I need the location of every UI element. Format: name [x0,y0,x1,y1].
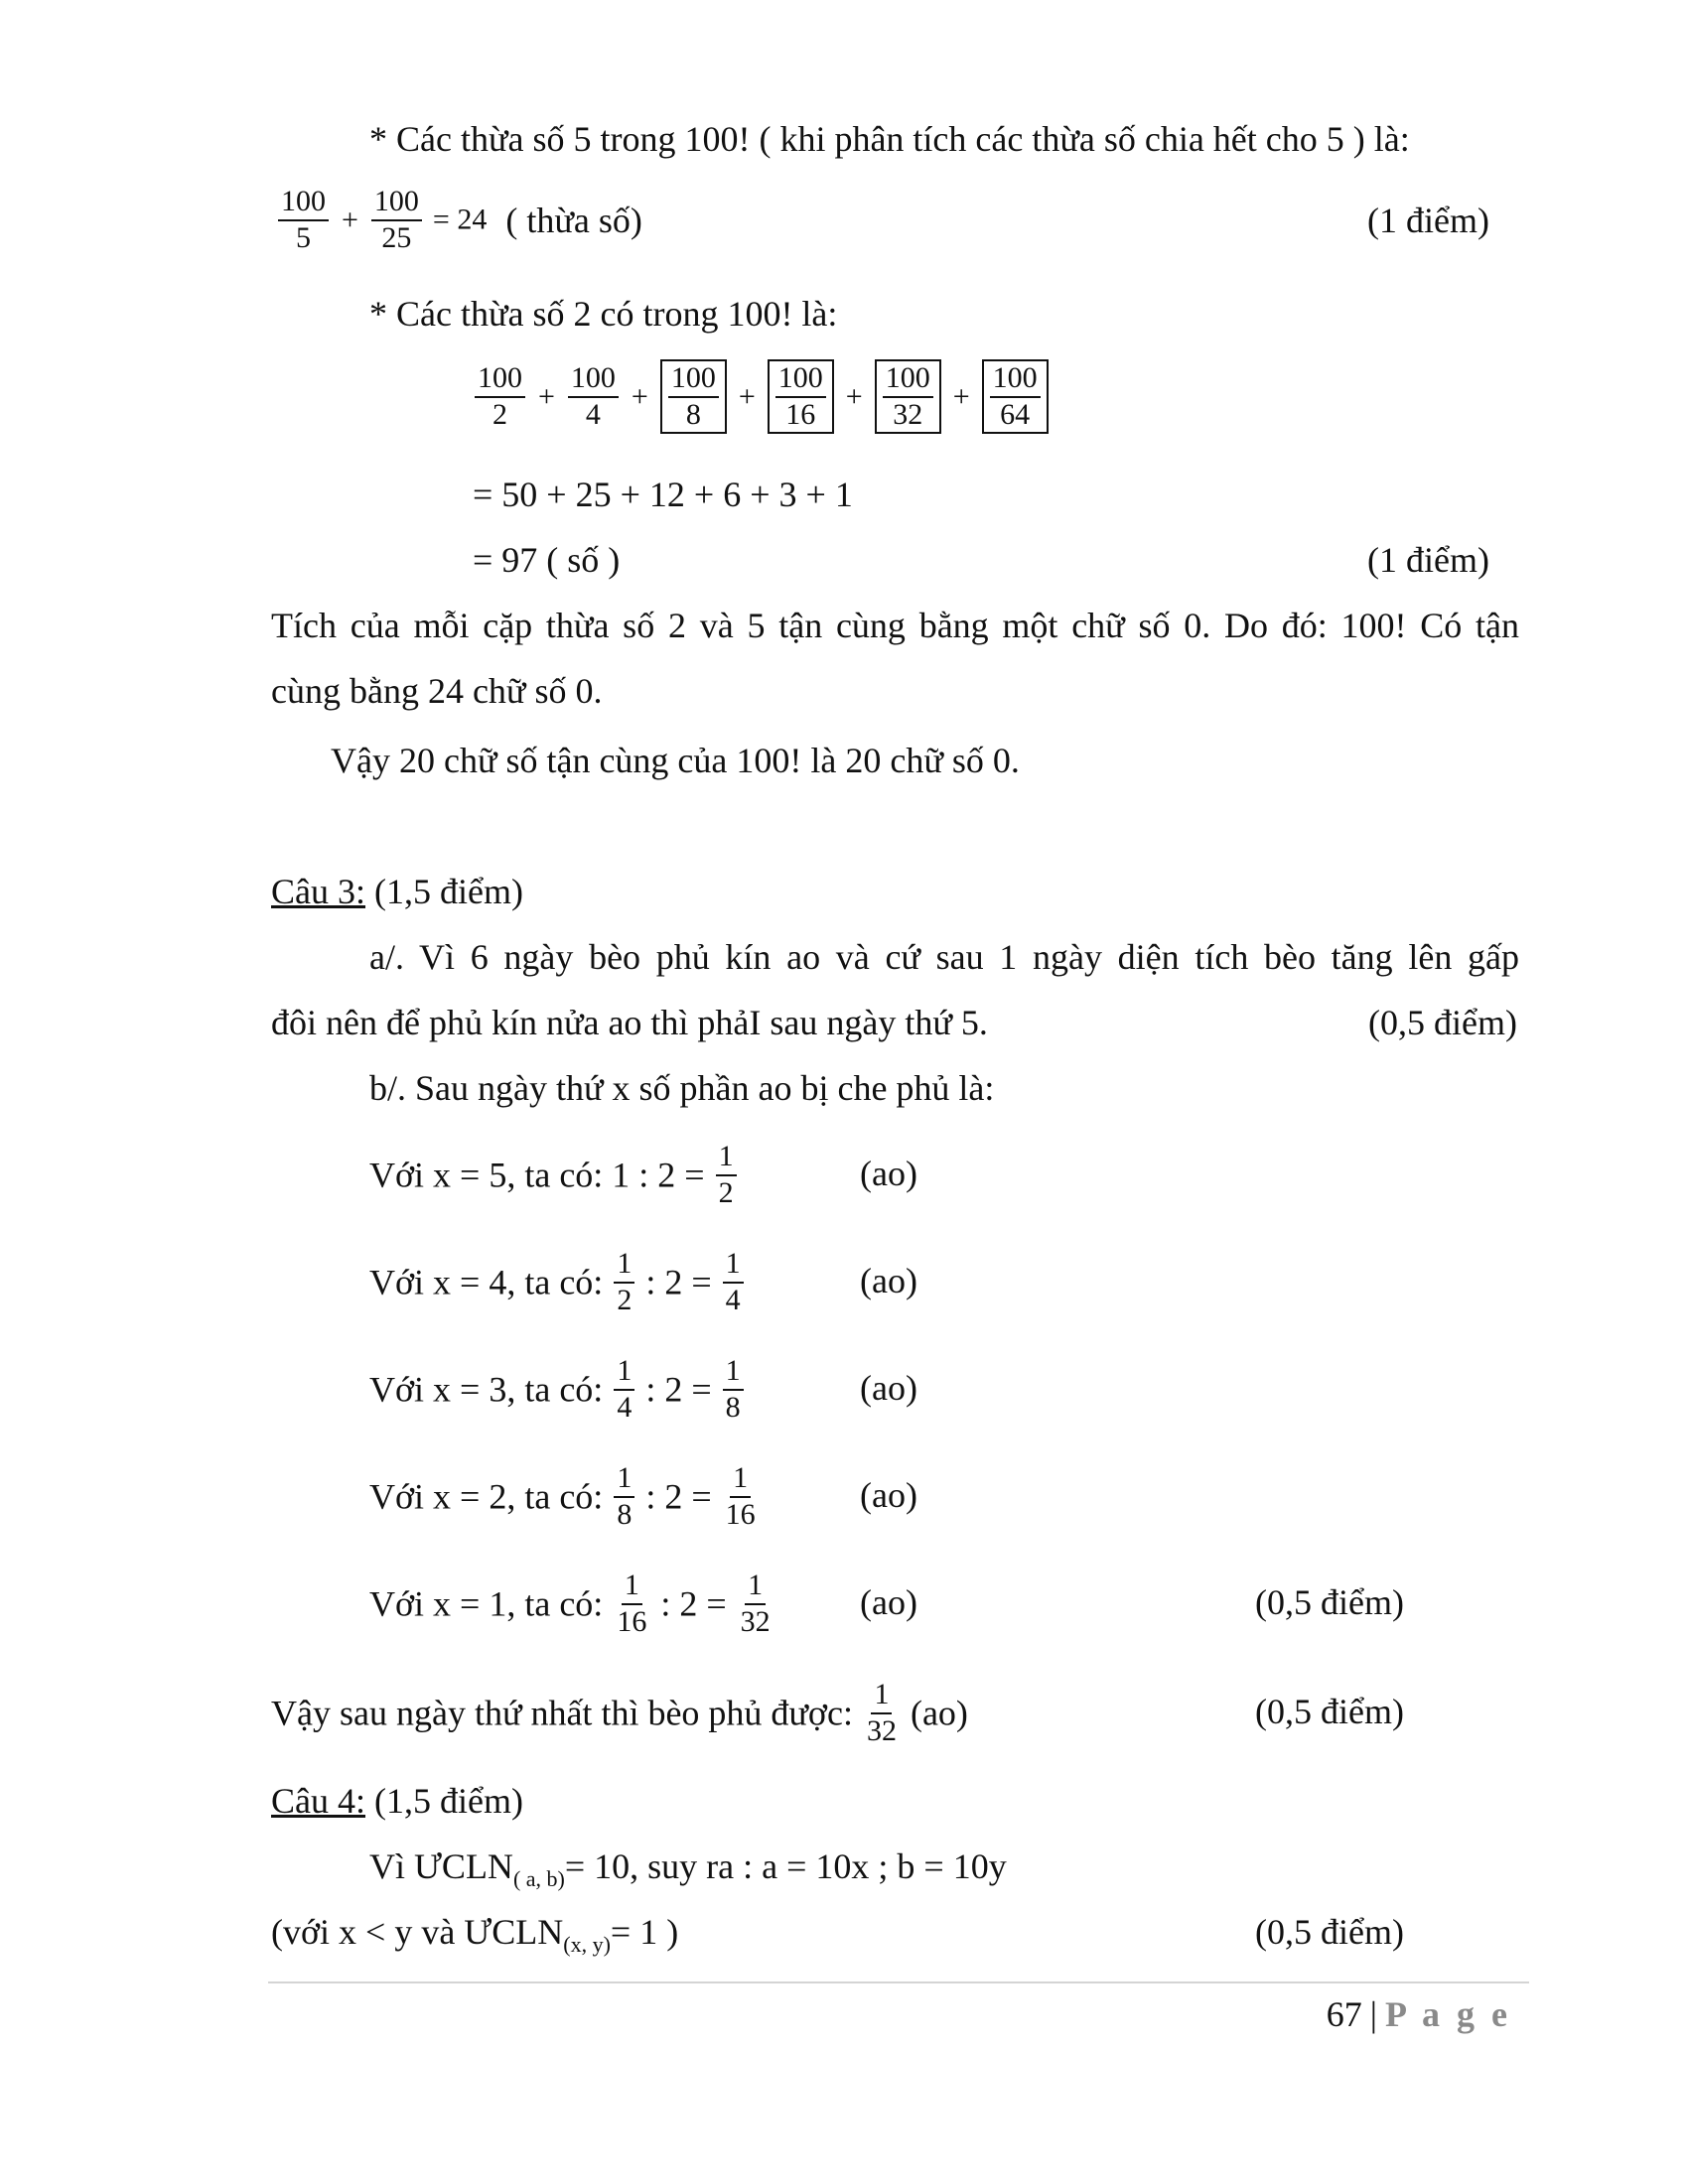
fraction: $\frac{100}{2}$ [475,361,525,432]
sum-line: = 50 + 25 + 12 + 6 + 3 + 1 [473,475,853,514]
score-label: (0,5 điểm) [1368,1003,1517,1042]
page-label: P a g e [1385,1994,1511,2034]
floor-bracket: 100 64 [982,359,1049,434]
para-conclusion-1: Tích của mỗi cặp thừa số 2 và 5 tận cùng bằng một chữ số 0. Do đó: 100! Có tận [271,606,1519,645]
unit-label: (ao) [860,1261,917,1300]
page-footer: 67 | P a g e [1326,1994,1511,2034]
question-3-heading: Câu 3: (1,5 điểm) [271,872,523,911]
fraction: $\frac{100}{5}$ [278,185,329,255]
fraction: $\frac{1}{16}$ [725,1461,756,1531]
floor-bracket: 100 32 [875,359,941,434]
question-title: Câu 3: [271,872,365,911]
score-label: (1 điểm) [1367,201,1489,240]
formula-factor2: $\frac{100}{2}$ + $\frac{100}{4}$ + 100 8 + 100 16 + 100 32 + 100 64 [473,359,1050,434]
score-label: (0,5 điểm) [1255,1692,1404,1731]
score-label: (1 điểm) [1367,540,1489,580]
fraction: $\frac{1}{4}$ [723,1247,744,1317]
para-4-2: (với x < y và $ƯCLN_{(x, y)}= 1$ ) [271,1912,679,1958]
fraction: $\frac{1}{8}$ [723,1354,744,1425]
unit-label: (ao) [860,1582,917,1622]
para-4-1: Vì $ƯCLN_{( a, b)}= 10$, suy ra : a = 10x ; b = 10y [369,1846,1007,1892]
question-4-heading: Câu 4: (1,5 điểm) [271,1781,523,1821]
fraction: $\frac{1}{4}$ [614,1354,634,1425]
fraction: $\frac{100}{4}$ [568,361,619,432]
floor-bracket: 100 8 [660,359,727,434]
unit-label: (ao) [860,1368,917,1408]
para-conclusion-2: cùng bằng 24 chữ số 0. [271,671,603,711]
question-title: Câu 4: [271,1781,365,1821]
case-row-x4: Với x = 4, ta có: $\frac{1}{2}$ : 2 = $\frac{1}{4}$ [369,1247,746,1317]
page-number: 67 [1326,1994,1362,2034]
para-3a-1: a/. Vì 6 ngày bèo phủ kín ao và cứ sau 1 ngày diện tích bèo tăng lên gấp [369,937,1519,977]
para-factor2: * Các thừa số 2 có trong 100! là: [369,294,838,334]
floor-bracket: 100 16 [768,359,834,434]
unit-label: (ao) [860,1475,917,1515]
unit-label: (ao) [860,1154,917,1193]
case-row-x3: Với x = 3, ta có: $\frac{1}{4}$ : 2 = $\frac{1}{8}$ [369,1354,746,1425]
fraction: $\frac{1}{2}$ [716,1140,737,1210]
case-row-x2: Với x = 2, ta có: $\frac{1}{8}$ : 2 = $\frac{1}{16}$ [369,1461,761,1532]
score-label: (0,5 điểm) [1255,1582,1404,1622]
para-factor5: * Các thừa số 5 trong 100! ( khi phân tích các thừa số chia hết cho 5 ) là: [369,119,1410,159]
para-3a-2: đôi nên để phủ kín nửa ao thì phảI sau ngày thứ 5. [271,1003,988,1042]
case-row-x1: Với x = 1, ta có: $\frac{1}{16}$ : 2 = $\frac{1}{32}$ [369,1569,775,1639]
para-conclusion-3: Vậy 20 chữ số tận cùng của 100! là 20 chữ số 0. [331,741,1020,780]
case-row-x5: Với x = 5, ta có: 1 : 2 = $\frac{1}{2}$ [369,1140,739,1210]
formula-factor5: $\frac{100}{5}$ + $\frac{100}{25}$ = 24 ( thừa số) [276,185,642,255]
score-label: (0,5 điểm) [1255,1912,1404,1952]
fraction: $\frac{1}{2}$ [614,1247,634,1317]
fraction: $\frac{1}{32}$ [866,1678,897,1747]
footer-divider [268,1981,1529,1983]
fraction: $\frac{1}{8}$ [614,1461,634,1532]
question-3-conclusion: Vậy sau ngày thứ nhất thì bèo phủ được: $\frac{1}{32}$ (ao) [271,1678,968,1747]
fraction: $\frac{1}{16}$ [617,1569,647,1638]
result-line: = 97 ( số ) [473,540,621,580]
fraction: $\frac{100}{25}$ [371,185,422,255]
para-3b: b/. Sau ngày thứ x số phần ao bị che phủ là: [369,1068,995,1108]
fraction: $\frac{1}{32}$ [740,1569,771,1638]
